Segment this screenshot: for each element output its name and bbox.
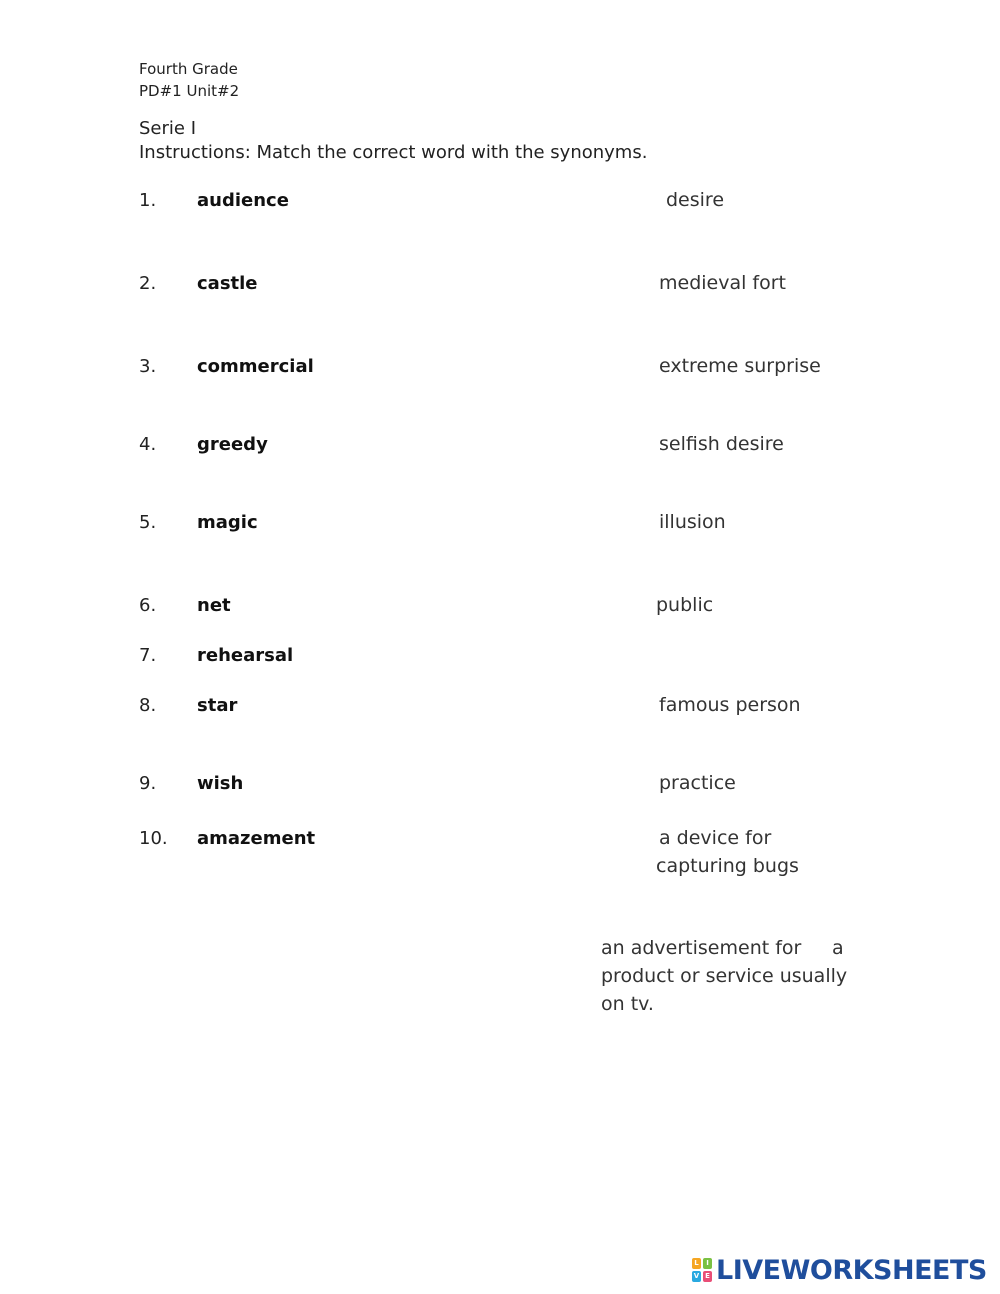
item-number: 4. xyxy=(139,434,157,455)
synonym-item-ad-line1: an advertisement for xyxy=(601,937,802,959)
section-title: Serie I xyxy=(139,118,197,139)
item-number: 1. xyxy=(139,190,157,211)
logo-text: LIVEWORKSHEETS xyxy=(716,1254,987,1286)
logo-tile: V xyxy=(693,1272,700,1280)
item-number: 9. xyxy=(139,773,157,794)
synonym-item: illusion xyxy=(659,511,726,533)
item-word: greedy xyxy=(197,434,268,455)
item-number: 6. xyxy=(139,595,157,616)
item-number: 8. xyxy=(139,695,157,716)
logo-tile: I xyxy=(703,1258,712,1269)
synonym-item: public xyxy=(656,594,714,616)
item-word: commercial xyxy=(197,356,314,377)
item-word: castle xyxy=(197,273,258,294)
logo-tile: L xyxy=(692,1258,701,1269)
logo-grid-icon xyxy=(692,1258,712,1282)
grade-label: Fourth Grade xyxy=(139,60,238,78)
synonym-item: desire xyxy=(666,189,725,211)
instructions-text: Instructions: Match the correct word with the synonyms. xyxy=(139,142,648,163)
logo-tile: E xyxy=(703,1271,712,1282)
synonym-item: selfish desire xyxy=(659,433,784,455)
synonym-item-bugs-line2: capturing bugs xyxy=(656,855,799,877)
synonym-item-ad-line3: on tv. xyxy=(601,993,654,1015)
item-word: magic xyxy=(197,512,258,533)
item-word: rehearsal xyxy=(197,645,294,666)
item-number: 2. xyxy=(139,273,157,294)
item-word: net xyxy=(197,595,231,616)
item-word: audience xyxy=(197,190,289,211)
item-word: amazement xyxy=(197,828,316,849)
item-word: wish xyxy=(197,773,244,794)
synonym-item-ad-line2: product or service usually xyxy=(601,965,848,987)
item-number: 3. xyxy=(139,356,157,377)
synonym-item-bugs-line1: a device for xyxy=(659,827,772,849)
synonym-item-ad-line1-end: a xyxy=(832,937,844,959)
item-number: 7. xyxy=(139,645,157,666)
item-number: 5. xyxy=(139,512,157,533)
synonym-item: medieval fort xyxy=(659,272,787,294)
item-number: 10. xyxy=(139,828,168,849)
synonym-item: famous person xyxy=(659,694,801,716)
item-word: star xyxy=(197,695,238,716)
synonym-item: practice xyxy=(659,772,736,794)
unit-label: PD#1 Unit#2 xyxy=(139,82,240,100)
synonym-item: extreme surprise xyxy=(659,355,821,377)
liveworksheets-logo[interactable] xyxy=(692,1252,987,1288)
